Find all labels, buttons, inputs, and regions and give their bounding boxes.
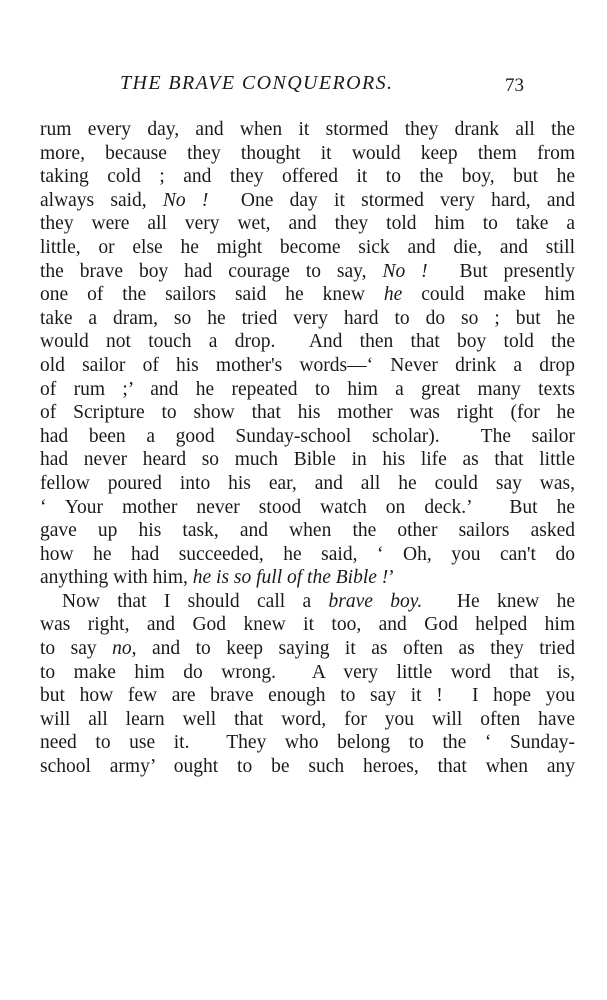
text-line <box>40 378 575 402</box>
italic-text: no <box>112 638 132 660</box>
text-segment: always said, <box>40 189 163 211</box>
text-line <box>40 165 575 189</box>
text-segment: of Scripture to show that his mother was right (for he <box>40 402 575 424</box>
text-segment: take a dram, so he tried very hard to do so ; but he <box>40 307 575 329</box>
text-segment: could make him <box>402 284 576 306</box>
text-line <box>40 283 575 307</box>
text-line <box>40 260 575 284</box>
text-segment: had never heard so much Bible in his life as that little <box>40 449 575 471</box>
text-segment: rum every day, and when it stormed they drank all the <box>40 119 575 140</box>
text-segment: He knew he <box>422 590 575 612</box>
text-segment: but how few are brave enough to say it ! I hope you <box>40 685 575 707</box>
body-text <box>40 118 575 779</box>
page-number: 73 <box>505 75 524 96</box>
italic-text: he <box>383 284 403 306</box>
italic-text: No ! <box>162 189 209 211</box>
text-segment: , and to keep saying it as often as they tried <box>131 638 575 660</box>
text-segment: will all learn well that word, for you will often have <box>40 708 575 730</box>
italic-text: brave boy. <box>328 590 423 612</box>
text-line <box>40 755 575 779</box>
text-line <box>40 425 575 449</box>
text-segment: of rum ;’ and he repeated to him a great many texts <box>40 378 575 400</box>
text-line <box>40 118 575 142</box>
text-line <box>40 731 575 755</box>
text-segment: to make him do wrong. A very little word that is, <box>40 661 575 683</box>
text-line <box>40 354 575 378</box>
text-segment: ‘ Your mother never stood watch on deck.’ But he <box>40 496 575 518</box>
text-segment: little, or else he might become sick and die, and still <box>40 236 575 258</box>
text-segment: school army’ ought to be such heroes, that when any <box>40 756 575 778</box>
text-segment: would not touch a drop. And then that boy told the <box>40 331 575 353</box>
text-segment: the brave boy had courage to say, <box>40 260 383 282</box>
text-line <box>40 448 575 472</box>
text-segment: old sailor of his mother's words—‘ Never drink a drop <box>40 354 575 376</box>
text-line <box>40 236 575 260</box>
text-segment: one of the sailors said he knew <box>40 284 384 306</box>
text-line <box>40 330 575 354</box>
text-line <box>40 543 575 567</box>
text-line <box>40 708 575 732</box>
text-segment: was right, and God knew it too, and God helped him <box>40 614 575 636</box>
text-segment: fellow poured into his ear, and all he could say was, <box>40 472 575 494</box>
running-title: THE BRAVE CONQUERORS. <box>120 72 394 94</box>
text-segment: had been a good Sunday-school scholar). The sailor <box>40 425 575 447</box>
text-segment: to say <box>40 638 113 660</box>
text-line <box>40 590 575 614</box>
text-line <box>40 496 575 520</box>
text-line <box>40 189 575 213</box>
text-line <box>40 637 575 661</box>
text-line <box>40 519 575 543</box>
text-segment: Now that I should call a <box>62 590 329 612</box>
text-segment: need to use it. They who belong to the ‘ Sunday- <box>40 732 575 754</box>
text-line <box>40 472 575 496</box>
text-segment: One day it stormed very hard, and <box>208 189 575 211</box>
text-segment: anything with him, <box>40 567 193 589</box>
text-segment: they were all very wet, and they told him to take a <box>40 213 575 235</box>
text-segment: But presently <box>427 260 576 282</box>
text-segment: how he had succeeded, he said, ‘ Oh, you can't do <box>40 543 575 565</box>
text-line <box>40 613 575 637</box>
text-segment: gave up his task, and when the other sailors asked <box>40 520 575 542</box>
text-line <box>40 307 575 331</box>
text-line <box>40 212 575 236</box>
text-line <box>40 401 575 425</box>
text-line <box>40 142 575 166</box>
text-segment: ’ <box>388 567 395 589</box>
italic-text: No ! <box>382 260 428 282</box>
italic-text: he is so full of the Bible ! <box>192 567 389 589</box>
text-segment: taking cold ; and they offered it to the boy, but he <box>40 166 575 188</box>
text-line <box>40 661 575 685</box>
text-segment: more, because they thought it would keep them from <box>40 142 575 164</box>
text-line <box>40 684 575 708</box>
text-line <box>40 566 575 590</box>
